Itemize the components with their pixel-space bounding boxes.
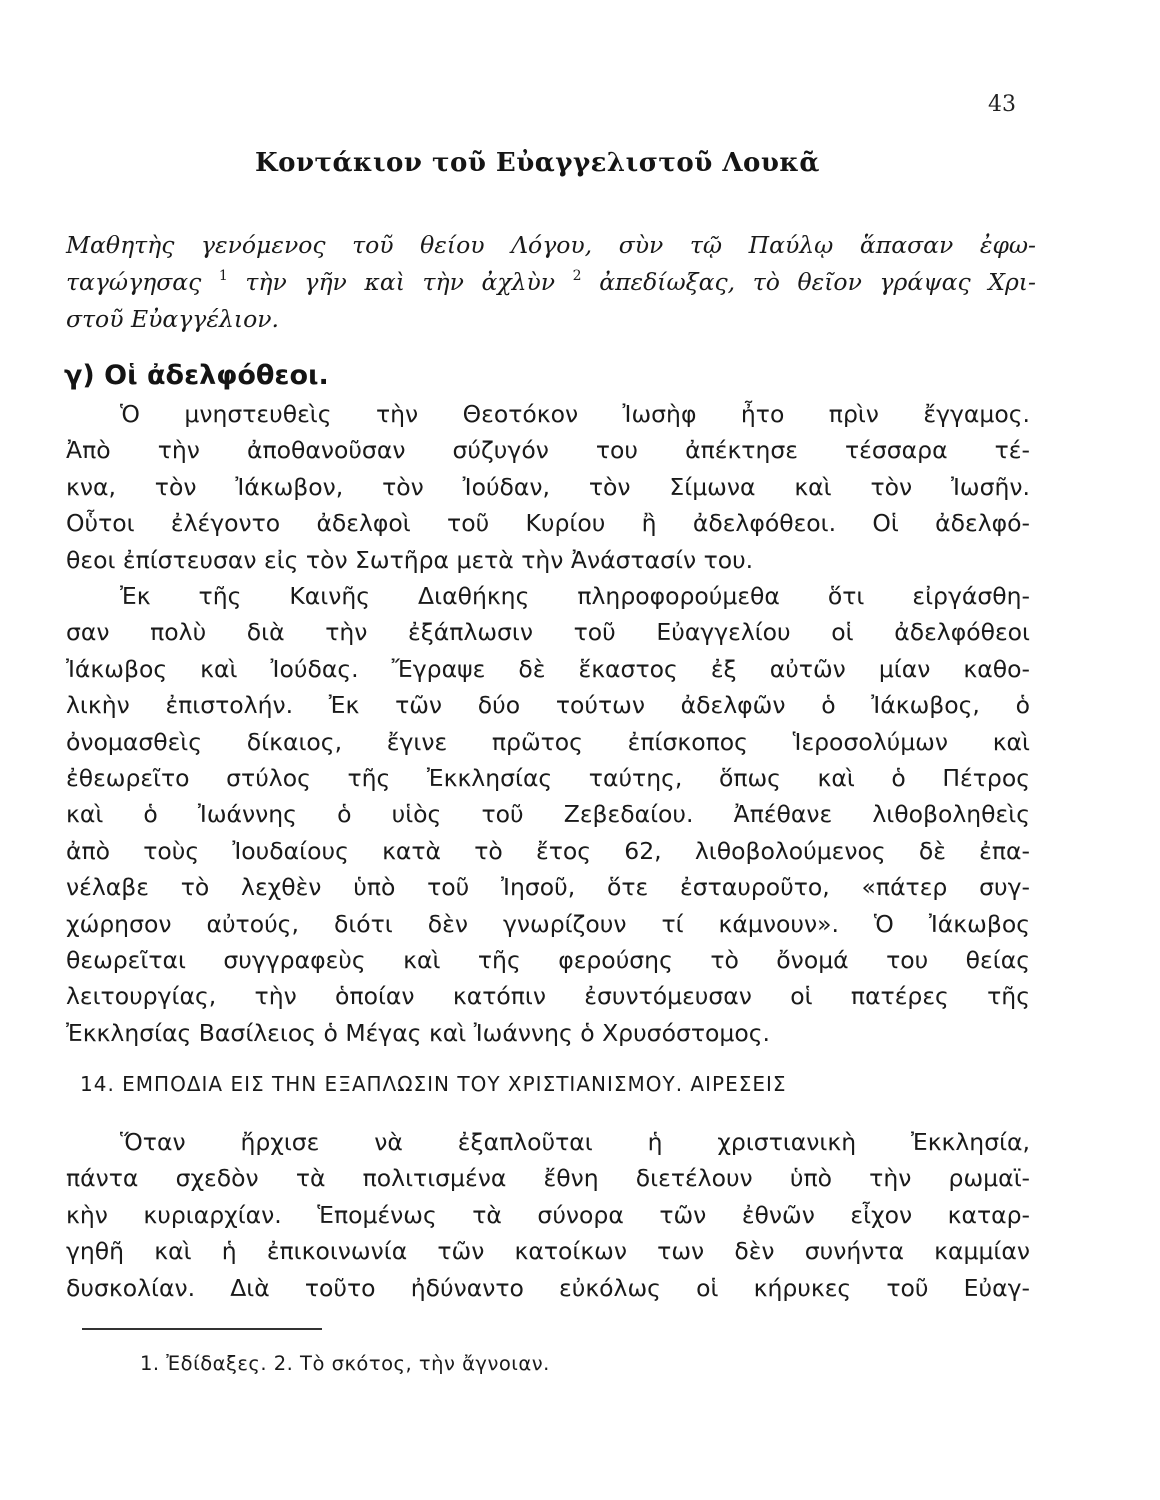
text-line: δυσκολίαν. Διὰ τοῦτο ἠδύναντο εὐκόλως οἱ κήρυκες τοῦ Εὐαγ- <box>66 1273 1030 1302</box>
kontakion-line: στοῦ Εὐαγγέλιον. <box>66 305 279 333</box>
text-line: καὶ ὁ Ἰωάννης ὁ υἱὸς τοῦ Ζεβεδαίου. Ἀπέθανε λιθοβοληθεὶς <box>66 800 1030 829</box>
footnote-marker: 2 <box>572 268 582 284</box>
text-line: θεωρεῖται συγγραφεὺς καὶ τῆς φερούσης τὸ ὄνομά του θείας <box>66 946 1030 975</box>
text-line: σαν πολὺ διὰ τὴν ἐξάπλωσιν τοῦ Εὐαγγελίου οἱ ἀδελφόθεοι <box>66 618 1030 647</box>
kontakion-fragment: ταγώγησας <box>66 268 202 296</box>
text-line: Ἀπὸ τὴν ἀποθανοῦσαν σύζυγόν του ἀπέκτησε τέσσαρα τέ- <box>66 436 1030 465</box>
section-title: 14. ΕΜΠΟΔΙΑ ΕΙΣ ΤΗΝ ΕΞΑΠΛΩΣΙΝ ΤΟΥ ΧΡΙΣΤΙΑΝΙΣΜΟΥ. ΑΙΡΕΣΕΙΣ <box>80 1072 787 1096</box>
kontakion-text <box>66 227 1036 338</box>
page-number: 43 <box>988 92 1016 117</box>
text-line: πάντα σχεδὸν τὰ πολιτισμένα ἔθνη διετέλουν ὑπὸ τὴν ρωμαϊ- <box>66 1164 1030 1193</box>
text-line: νέλαβε τὸ λεχθὲν ὑπὸ τοῦ Ἰησοῦ, ὅτε ἐσταυροῦτο, «πάτερ συγ- <box>66 873 1030 902</box>
kontakion-fragment: ἀπεδίωξας, τὸ θεῖον γράψας Χρι- <box>599 268 1036 296</box>
kontakion-line <box>66 264 1036 301</box>
kontakion-line: Μαθητὴς γενόμενος τοῦ θείου Λόγου, σὺν τῷ Παύλῳ ἅπασαν ἐφω- <box>66 231 1036 259</box>
text-line: Ἐκκλησίας Βασίλειος ὁ Μέγας καὶ Ἰωάννης ὁ Χρυσόστομος. <box>66 1018 770 1047</box>
text-line: ἐθεωρεῖτο στύλος τῆς Ἐκκλησίας ταύτης, ὅπως καὶ ὁ Πέτρος <box>66 764 1030 793</box>
text-line: γηθῆ καὶ ἡ ἐπικοινωνία τῶν κατοίκων των δὲν συνήντα καμμίαν <box>66 1237 1030 1266</box>
text-line: Ὁ μνηστευθεὶς τὴν Θεοτόκον Ἰωσὴφ ἦτο πρὶν ἔγγαμος. <box>120 400 1030 428</box>
text-line: χώρησον αὐτούς, διότι δὲν γνωρίζουν τί κάμνουν». Ὁ Ἰάκωβος <box>66 909 1030 938</box>
footnote-marker: 1 <box>218 268 228 284</box>
text-line: ἀπὸ τοὺς Ἰουδαίους κατὰ τὸ ἔτος 62, λιθοβολούμενος δὲ ἐπα- <box>66 836 1030 865</box>
kontakion-fragment: τὴν γῆν καὶ τὴν ἀχλὺν <box>245 268 556 296</box>
text-line: λικὴν ἐπιστολήν. Ἐκ τῶν δύο τούτων ἀδελφῶν ὁ Ἰάκωβος, ὁ <box>66 691 1030 720</box>
text-line: λειτουργίας, τὴν ὁποίαν κατόπιν ἐσυντόμευσαν οἱ πατέρες τῆς <box>66 982 1030 1011</box>
section-subheading: γ) Οἱ ἀδελφόθεοι. <box>64 360 329 391</box>
text-line: ὀνομασθεὶς δίκαιος, ἔγινε πρῶτος ἐπίσκοπος Ἱεροσολύμων καὶ <box>66 727 1030 756</box>
text-line: θεοι ἐπίστευσαν εἰς τὸν Σωτῆρα μετὰ τὴν Ἀνάστασίν του. <box>66 545 754 574</box>
footnote: 1. Ἐδίδαξες. 2. Τὸ σκότος, τὴν ἄγνοιαν. <box>140 1352 550 1375</box>
text-line: Ἐκ τῆς Καινῆς Διαθήκης πληροφορούμεθα ὅτι εἰργάσθη- <box>120 582 1030 610</box>
text-line: Ὅταν ἤρχισε νὰ ἐξαπλοῦται ἡ χριστιανικὴ Ἐκκλησία, <box>120 1128 1030 1156</box>
paragraph-obstacles <box>66 1124 1030 1306</box>
paragraph-brothers-of-the-lord <box>66 396 1030 578</box>
footnote-divider <box>82 1328 322 1330</box>
text-line: κὴν κυριαρχίαν. Ἑπομένως τὰ σύνορα τῶν ἐθνῶν εἶχον καταρ- <box>66 1200 1030 1229</box>
text-line: κνα, τὸν Ἰάκωβον, τὸν Ἰούδαν, τὸν Σίμωνα καὶ τὸν Ἰωσῆν. <box>66 472 1030 501</box>
text-line: Ἰάκωβος καὶ Ἰούδας. Ἔγραψε δὲ ἕκαστος ἐξ αὐτῶν μίαν καθο- <box>66 654 1030 683</box>
paragraph-new-testament <box>66 578 1030 1051</box>
text-line: Οὗτοι ἐλέγοντο ἀδελφοὶ τοῦ Κυρίου ἢ ἀδελφόθεοι. Οἱ ἀδελφό- <box>66 509 1030 538</box>
kontakion-heading: Κοντάκιον τοῦ Εὐαγγελιστοῦ Λουκᾶ <box>255 148 820 178</box>
